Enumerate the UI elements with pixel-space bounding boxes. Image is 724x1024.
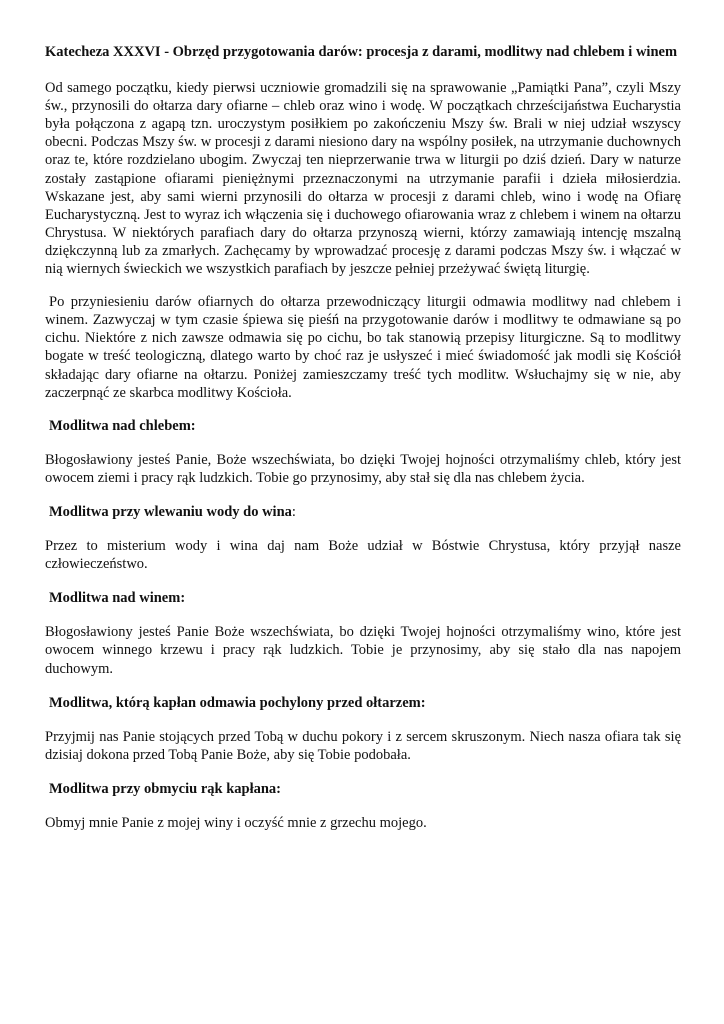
prayer-heading-washing (49, 780, 681, 798)
prayer-heading-text: Modlitwa nad winem: (49, 590, 186, 607)
prayer-text-water: Przez to misterium wody i wina daj nam Boże udział w Bóstwie Chrystusa, który przyjął nasze człowieczeństwo. (45, 538, 681, 573)
prayer-heading-bread (49, 417, 681, 435)
prayer-heading-text: Modlitwa przy wlewaniu wody do wina (49, 503, 292, 520)
prayer-heading-text: Modlitwa, którą kapłan odmawia pochylony przed ołtarzem: (49, 694, 426, 711)
prayer-heading-water (49, 503, 681, 521)
second-paragraph: Po przyniesieniu darów ofiarnych do ołtarza przewodniczący liturgii odmawia modlitwy nad chlebem i winem. Zazwyczaj w tym czasie śpiewa się pieśń na przygotowanie darów i modlitwy te odmawiane są po cichu. Niektóre z nich zawsze odmawia się po cichu, bo tak stanowią przepisy liturgiczne. Są to modlitwy bogate w treść teologiczną, dlatego warto by choć raz je usłyszeć i mieć świadomość jak modli się Kościół składając dary ofiarne na ołtarzu. Poniżej zamieszczamy treść tych modlitw. Wsłuchajmy się w nie, aby zaczerpnąć ze skarbca modlitwy Kościoła. (45, 294, 681, 401)
prayer-text-wine: Błogosławiony jesteś Panie Boże wszechświata, bo dzięki Twojej hojności otrzymaliśmy wino, które jest owocem winnego krzewu i pracy rąk ludzkich. Tobie je przynosimy, aby się stało dla nas napojem duchowym. (45, 624, 681, 677)
prayer-heading-bowed (49, 694, 681, 712)
document-title: Katecheza XXXVI - Obrzęd przygotowania darów: procesja z darami, modlitwy nad chlebem i winem (45, 44, 678, 60)
prayer-heading-suffix: : (291, 503, 296, 520)
intro-paragraph: Od samego początku, kiedy pierwsi uczniowie gromadzili się na sprawowanie „Pamiątki Pana”, czyli Mszy św., przynosili do ołtarza dary ofiarne – chleb oraz wino i wodę. W początkach chrześcijaństwa Eucharystia była połączona z agapą tzn. uroczystym posiłkiem po zakończeniu Mszy św. Brali w niej udział wszyscy obecni. Podczas Mszy św. w procesji z darami niesiono dary na wspólny posiłek, na utrzymanie duchownych oraz te, które rozdzielano ubogim. Zwyczaj ten nieprzerwanie trwa w liturgii po dziś dzień. Dary w naturze zostały zastąpione ofiarami pieniężnymi przeznaczonymi na utrzymanie parafii i dzieła miłosierdzia. Wskazane jest, aby sami wierni przynosili do ołtarza w procesji z darami chleb, wino i wodę na Ofiarę Eucharystyczną. Jest to wyraz ich włączenia się i duchowego ofiarowania wraz z chlebem i winem na ołtarzu Chrystusa. W niektórych parafiach dary do ołtarza przynoszą wierni, którzy zamawiają intencję mszalną dziękczynną lub za zmarłych. Zachęcamy by wprowadzać procesję z darami podczas Mszy św. i włączać w nią wiernych świeckich we wszystkich parafiach by jeszcze pełniej przeżywać świętą liturgię. (45, 80, 681, 278)
prayer-text-bowed: Przyjmij nas Panie stojących przed Tobą w duchu pokory i z sercem skruszonym. Niech nasza ofiara tak się dzisiaj dokona przed Tobą Panie Boże, aby się Tobie podobała. (45, 728, 681, 763)
prayer-heading-text: Modlitwa nad chlebem: (49, 417, 196, 434)
prayer-text-washing: Obmyj mnie Panie z mojej winy i oczyść mnie z grzechu mojego. (45, 815, 427, 831)
prayer-heading-wine (49, 589, 681, 607)
prayer-text-bread: Błogosławiony jesteś Panie, Boże wszechświata, bo dzięki Twojej hojności otrzymaliśmy chleb, który jest owocem ziemi i pracy rąk ludzkich. Tobie go przynosimy, aby stał się dla nas chlebem życia. (45, 451, 681, 486)
prayer-heading-text: Modlitwa przy obmyciu rąk kapłana: (49, 780, 282, 797)
document-page (45, 43, 681, 848)
